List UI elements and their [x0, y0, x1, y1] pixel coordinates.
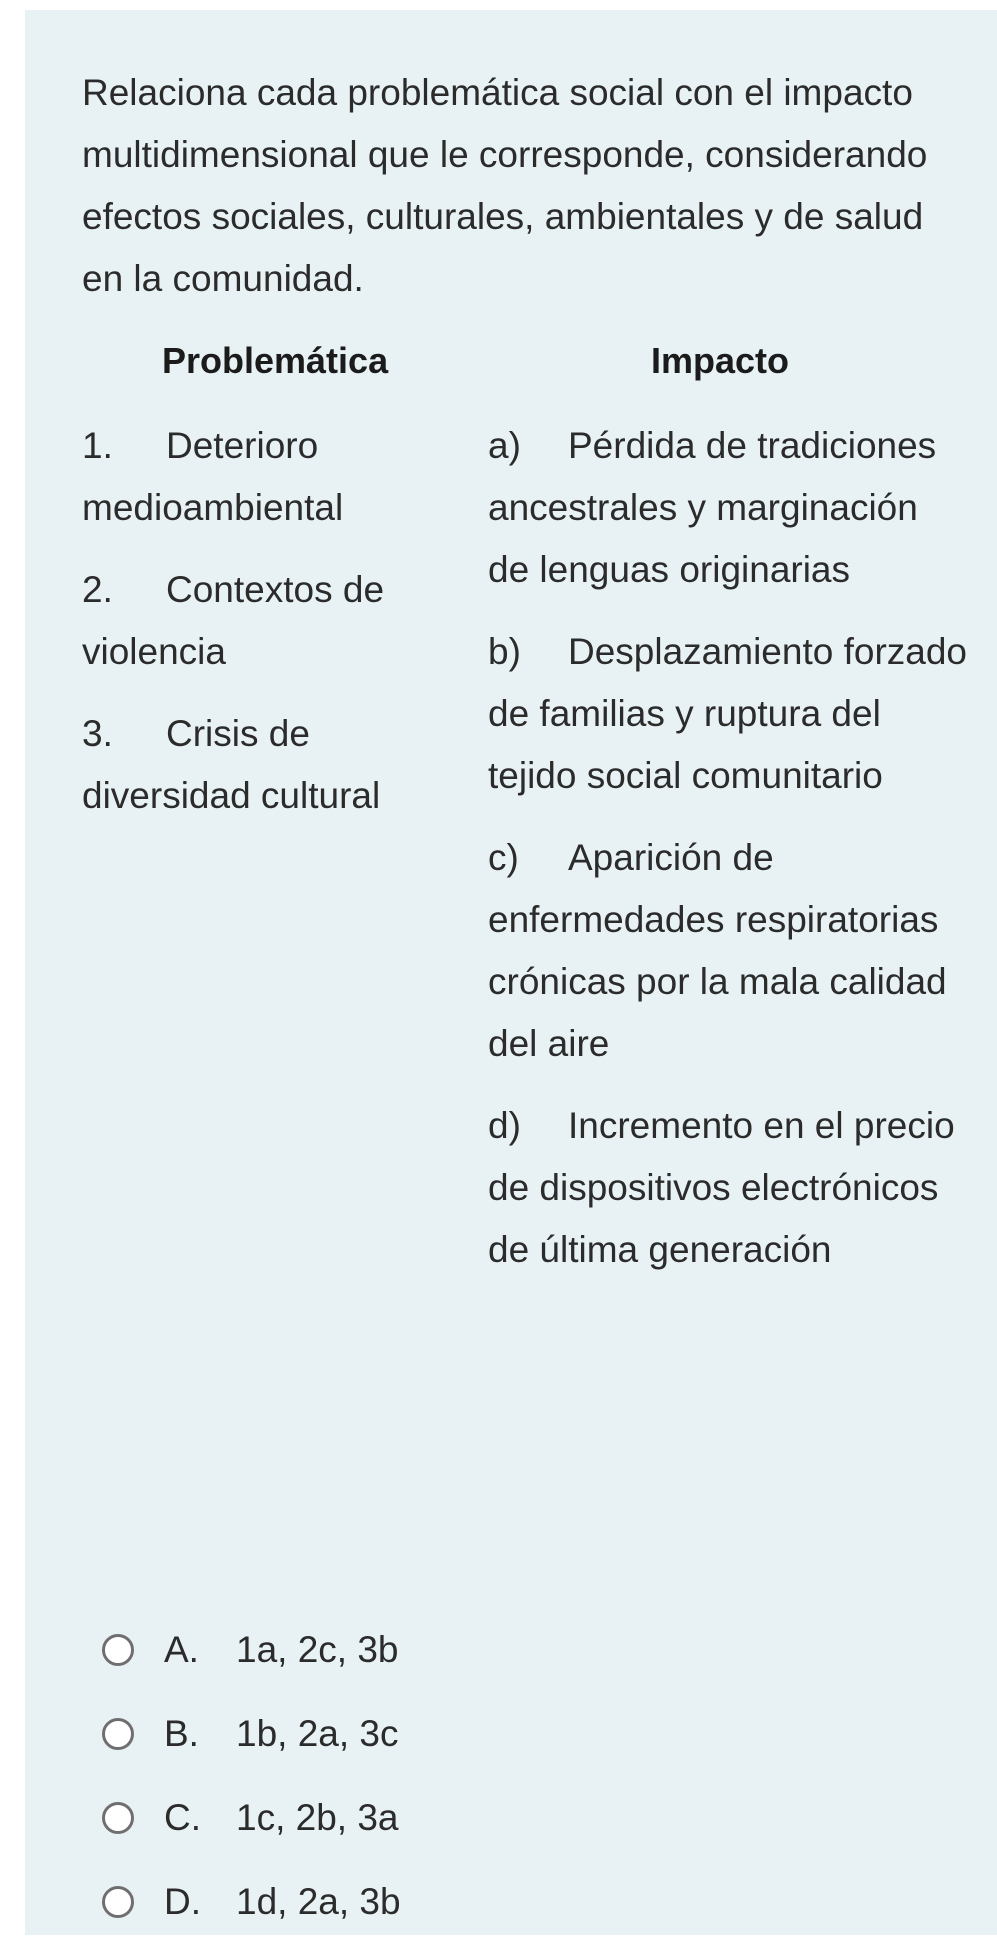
- radio-button-icon[interactable]: [102, 1718, 134, 1750]
- impact-item-b: [488, 621, 968, 807]
- radio-button-icon[interactable]: [102, 1634, 134, 1666]
- problem-text: Deterioro medioambiental: [82, 425, 344, 528]
- column-header-problematica: Problemática: [162, 340, 389, 381]
- problem-item-3: [82, 703, 422, 827]
- problem-number: 1.: [82, 425, 113, 466]
- radio-button-icon[interactable]: [102, 1802, 134, 1834]
- impact-text: Desplazamiento forzado de familias y ruptura del tejido social comunitario: [488, 631, 967, 796]
- impact-letter: d): [488, 1105, 521, 1146]
- problem-item-1: [82, 415, 422, 539]
- radio-button-icon[interactable]: [102, 1886, 134, 1918]
- impact-letter: a): [488, 425, 521, 466]
- impacts-column: [488, 415, 968, 1301]
- impact-letter: b): [488, 631, 521, 672]
- option-letter: A.: [164, 1629, 199, 1670]
- question-text: Relaciona cada problemática social con el impacto multidimensional que le corresponde, considerando efectos sociales, culturales, ambientales y de salud en la comunidad.: [82, 72, 928, 299]
- impact-text: Incremento en el precio de dispositivos electrónicos de última generación: [488, 1105, 955, 1270]
- option-text: 1c, 2b, 3a: [236, 1797, 399, 1838]
- option-text: 1a, 2c, 3b: [236, 1629, 399, 1670]
- impact-text: Aparición de enfermedades respiratorias crónicas por la mala calidad del aire: [488, 837, 947, 1064]
- impact-item-a: [488, 415, 968, 601]
- option-letter: B.: [164, 1713, 199, 1754]
- option-c[interactable]: [102, 1776, 401, 1860]
- problem-text: Contextos de violencia: [82, 569, 385, 672]
- option-letter: C.: [164, 1797, 201, 1838]
- option-d[interactable]: [102, 1860, 401, 1944]
- option-letter: D.: [164, 1881, 201, 1922]
- option-b[interactable]: [102, 1692, 401, 1776]
- impact-item-c: [488, 827, 968, 1075]
- problems-column: [82, 415, 422, 847]
- problem-number: 2.: [82, 569, 113, 610]
- problem-text: Crisis de diversidad cultural: [82, 713, 381, 816]
- problem-item-2: [82, 559, 422, 683]
- option-text: 1d, 2a, 3b: [236, 1881, 401, 1922]
- option-text: 1b, 2a, 3c: [236, 1713, 399, 1754]
- column-header-impacto: Impacto: [651, 340, 790, 381]
- problem-number: 3.: [82, 713, 113, 754]
- impact-item-d: [488, 1095, 968, 1281]
- option-a[interactable]: [102, 1608, 401, 1692]
- impact-text: Pérdida de tradiciones ancestrales y marginación de lenguas originarias: [488, 425, 937, 590]
- answer-options: [102, 1608, 401, 1944]
- impact-letter: c): [488, 837, 519, 878]
